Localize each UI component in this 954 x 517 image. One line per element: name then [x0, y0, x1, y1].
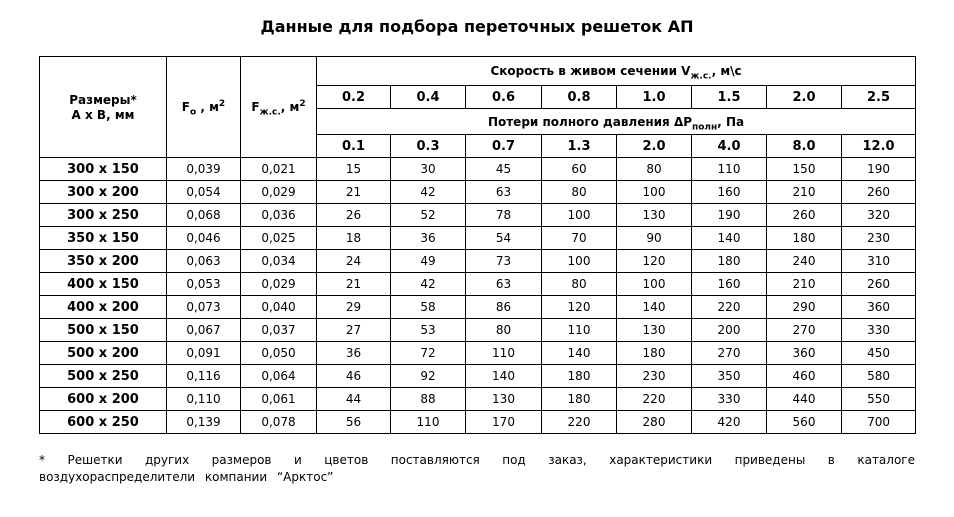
fzhs-cell: 0,036 [241, 204, 317, 227]
airflow-cell: 180 [542, 365, 617, 388]
pressure-value-cell: 2.0 [617, 135, 692, 158]
size-cell: 350 x 200 [40, 250, 167, 273]
velocity-value-cell: 0.2 [317, 86, 391, 109]
fzhs-cell: 0,021 [241, 158, 317, 181]
airflow-cell: 49 [391, 250, 466, 273]
fzhs-cell: 0,034 [241, 250, 317, 273]
airflow-cell: 36 [391, 227, 466, 250]
airflow-cell: 15 [317, 158, 391, 181]
airflow-cell: 450 [842, 342, 916, 365]
pressure-value-cell: 12.0 [842, 135, 916, 158]
fzhs-cell: 0,050 [241, 342, 317, 365]
airflow-cell: 160 [692, 181, 767, 204]
airflow-cell: 120 [542, 296, 617, 319]
airflow-cell: 230 [842, 227, 916, 250]
airflow-cell: 18 [317, 227, 391, 250]
airflow-cell: 220 [617, 388, 692, 411]
airflow-cell: 150 [767, 158, 842, 181]
airflow-cell: 210 [767, 181, 842, 204]
airflow-cell: 27 [317, 319, 391, 342]
table-row [40, 250, 916, 273]
table-row [40, 227, 916, 250]
table-row [40, 296, 916, 319]
airflow-cell: 60 [542, 158, 617, 181]
airflow-cell: 46 [317, 365, 391, 388]
airflow-cell: 100 [542, 250, 617, 273]
fzhs-cell: 0,040 [241, 296, 317, 319]
velocity-value-cell: 2.0 [767, 86, 842, 109]
velocity-value-cell: 0.6 [466, 86, 542, 109]
size-column-label-line2: A x B, мм [71, 107, 135, 122]
airflow-cell: 88 [391, 388, 466, 411]
airflow-cell: 280 [617, 411, 692, 434]
airflow-cell: 53 [391, 319, 466, 342]
size-cell: 600 x 250 [40, 411, 167, 434]
airflow-cell: 80 [617, 158, 692, 181]
airflow-cell: 260 [767, 204, 842, 227]
airflow-cell: 120 [617, 250, 692, 273]
airflow-cell: 330 [842, 319, 916, 342]
airflow-cell: 90 [617, 227, 692, 250]
airflow-cell: 290 [767, 296, 842, 319]
table-row [40, 388, 916, 411]
pressure-header: Потери полного давления $\Delta P_{полн}$, Па [317, 109, 916, 135]
fzhs-cell: 0,064 [241, 365, 317, 388]
airflow-cell: 110 [391, 411, 466, 434]
airflow-cell: 180 [542, 388, 617, 411]
airflow-cell: 140 [692, 227, 767, 250]
airflow-cell: 110 [542, 319, 617, 342]
airflow-cell: 260 [842, 181, 916, 204]
size-cell: 400 x 200 [40, 296, 167, 319]
pressure-value-cell: 1.3 [542, 135, 617, 158]
size-cell: 500 x 200 [40, 342, 167, 365]
airflow-cell: 140 [466, 365, 542, 388]
airflow-cell: 63 [466, 273, 542, 296]
airflow-cell: 92 [391, 365, 466, 388]
airflow-cell: 42 [391, 181, 466, 204]
airflow-cell: 80 [466, 319, 542, 342]
airflow-cell: 45 [466, 158, 542, 181]
fzhs-cell: 0,037 [241, 319, 317, 342]
fo-cell: 0,054 [167, 181, 241, 204]
airflow-cell: 21 [317, 273, 391, 296]
pressure-value-cell: 4.0 [692, 135, 767, 158]
velocity-header: Скорость в живом сечении $V_{ж.с.}$, м\с [317, 57, 916, 86]
airflow-cell: 100 [617, 181, 692, 204]
pressure-value-cell: 0.7 [466, 135, 542, 158]
airflow-cell: 58 [391, 296, 466, 319]
table-row [40, 319, 916, 342]
fzhs-cell: 0,061 [241, 388, 317, 411]
footnote: * Решетки других размеров и цветов поставляются под заказ, характеристики приведены в каталоге воздухораспределители компании “Арктос” [39, 453, 915, 484]
fo-cell: 0,073 [167, 296, 241, 319]
airflow-cell: 26 [317, 204, 391, 227]
airflow-cell: 73 [466, 250, 542, 273]
table-row [40, 365, 916, 388]
airflow-cell: 29 [317, 296, 391, 319]
airflow-cell: 80 [542, 181, 617, 204]
airflow-cell: 130 [617, 204, 692, 227]
velocity-value-cell: 0.8 [542, 86, 617, 109]
airflow-cell: 80 [542, 273, 617, 296]
airflow-cell: 350 [692, 365, 767, 388]
size-cell: 300 x 150 [40, 158, 167, 181]
airflow-cell: 100 [617, 273, 692, 296]
airflow-cell: 220 [542, 411, 617, 434]
airflow-cell: 240 [767, 250, 842, 273]
airflow-cell: 210 [767, 273, 842, 296]
airflow-cell: 70 [542, 227, 617, 250]
airflow-cell: 54 [466, 227, 542, 250]
airflow-cell: 100 [542, 204, 617, 227]
airflow-cell: 110 [692, 158, 767, 181]
table-row [40, 158, 916, 181]
fo-cell: 0,068 [167, 204, 241, 227]
airflow-cell: 320 [842, 204, 916, 227]
airflow-cell: 190 [692, 204, 767, 227]
airflow-cell: 550 [842, 388, 916, 411]
size-cell: 500 x 250 [40, 365, 167, 388]
airflow-cell: 460 [767, 365, 842, 388]
airflow-cell: 63 [466, 181, 542, 204]
velocity-value-cell: 1.5 [692, 86, 767, 109]
airflow-cell: 200 [692, 319, 767, 342]
airflow-cell: 360 [842, 296, 916, 319]
airflow-cell: 36 [317, 342, 391, 365]
airflow-cell: 24 [317, 250, 391, 273]
size-column-header [40, 57, 167, 158]
airflow-cell: 140 [542, 342, 617, 365]
airflow-cell: 72 [391, 342, 466, 365]
airflow-cell: 700 [842, 411, 916, 434]
airflow-cell: 42 [391, 273, 466, 296]
airflow-cell: 190 [842, 158, 916, 181]
table-row [40, 181, 916, 204]
velocity-value-cell: 2.5 [842, 86, 916, 109]
airflow-cell: 580 [842, 365, 916, 388]
airflow-cell: 140 [617, 296, 692, 319]
fo-cell: 0,091 [167, 342, 241, 365]
airflow-cell: 270 [767, 319, 842, 342]
airflow-cell: 56 [317, 411, 391, 434]
pressure-value-cell: 0.1 [317, 135, 391, 158]
airflow-cell: 330 [692, 388, 767, 411]
fo-cell: 0,116 [167, 365, 241, 388]
airflow-cell: 180 [617, 342, 692, 365]
fzhs-column-header: $F_{ж.с.}$, $м^2$ [241, 57, 317, 158]
fo-cell: 0,067 [167, 319, 241, 342]
airflow-cell: 270 [692, 342, 767, 365]
size-cell: 300 x 250 [40, 204, 167, 227]
airflow-cell: 110 [466, 342, 542, 365]
fzhs-cell: 0,029 [241, 181, 317, 204]
fo-cell: 0,139 [167, 411, 241, 434]
airflow-cell: 30 [391, 158, 466, 181]
velocity-value-cell: 0.4 [391, 86, 466, 109]
airflow-cell: 230 [617, 365, 692, 388]
fo-column-header: $F_o$ , $м^2$ [167, 57, 241, 158]
table-row [40, 342, 916, 365]
airflow-cell: 21 [317, 181, 391, 204]
airflow-cell: 86 [466, 296, 542, 319]
size-cell: 600 x 200 [40, 388, 167, 411]
airflow-cell: 310 [842, 250, 916, 273]
table-row [40, 411, 916, 434]
airflow-cell: 170 [466, 411, 542, 434]
airflow-cell: 160 [692, 273, 767, 296]
airflow-cell: 560 [767, 411, 842, 434]
fo-cell: 0,053 [167, 273, 241, 296]
airflow-cell: 180 [692, 250, 767, 273]
fo-cell: 0,046 [167, 227, 241, 250]
size-cell: 300 x 200 [40, 181, 167, 204]
pressure-value-cell: 8.0 [767, 135, 842, 158]
velocity-value-cell: 1.0 [617, 86, 692, 109]
table-row [40, 204, 916, 227]
airflow-cell: 44 [317, 388, 391, 411]
airflow-cell: 130 [466, 388, 542, 411]
airflow-cell: 130 [617, 319, 692, 342]
airflow-cell: 360 [767, 342, 842, 365]
airflow-cell: 52 [391, 204, 466, 227]
pressure-value-cell: 0.3 [391, 135, 466, 158]
fo-cell: 0,110 [167, 388, 241, 411]
page-title: Данные для подбора переточных решеток АП [260, 17, 694, 36]
airflow-cell: 220 [692, 296, 767, 319]
airflow-cell: 78 [466, 204, 542, 227]
table-row [40, 273, 916, 296]
size-cell: 400 x 150 [40, 273, 167, 296]
grille-selection-table [39, 56, 916, 434]
size-cell: 500 x 150 [40, 319, 167, 342]
airflow-cell: 420 [692, 411, 767, 434]
fzhs-cell: 0,078 [241, 411, 317, 434]
size-column-label-line1: Размеры* [69, 92, 137, 107]
fzhs-cell: 0,025 [241, 227, 317, 250]
airflow-cell: 180 [767, 227, 842, 250]
fo-cell: 0,039 [167, 158, 241, 181]
airflow-cell: 440 [767, 388, 842, 411]
size-cell: 350 x 150 [40, 227, 167, 250]
airflow-cell: 260 [842, 273, 916, 296]
fo-cell: 0,063 [167, 250, 241, 273]
fzhs-cell: 0,029 [241, 273, 317, 296]
